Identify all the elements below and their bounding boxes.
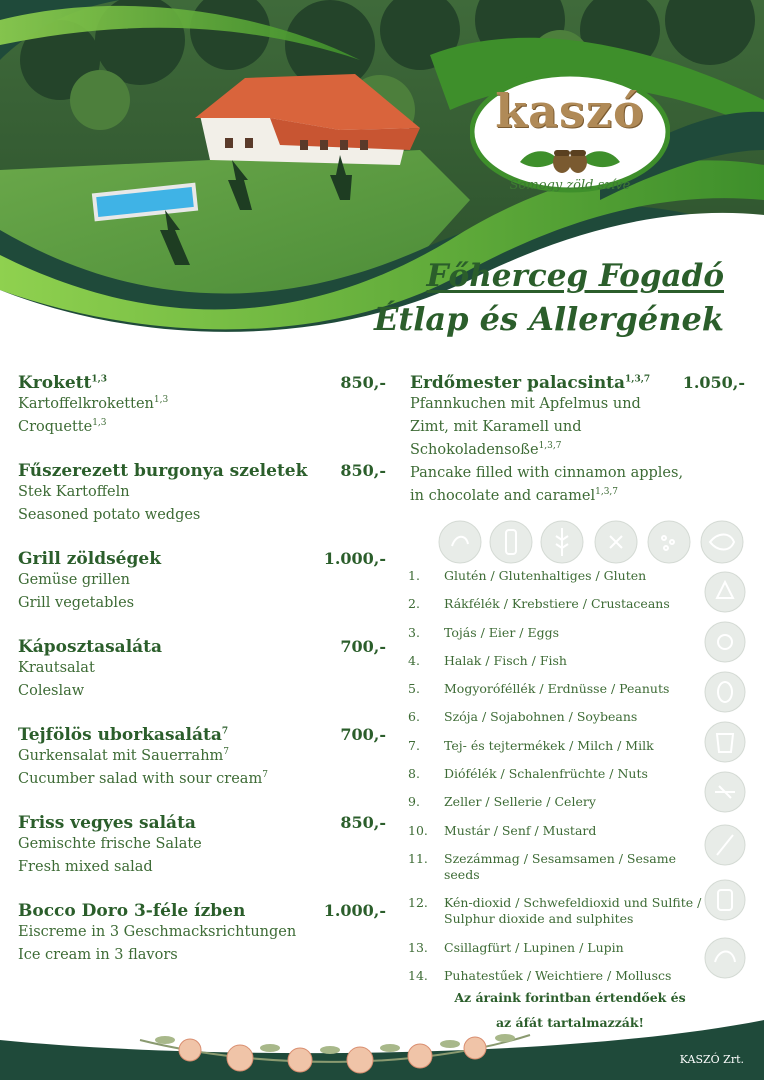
menu-item-price: 700,- [340, 725, 386, 744]
milk-bottle-icon [490, 521, 532, 563]
menu-item-price: 850,- [340, 373, 386, 392]
menu-item-name: Krokett$^{1,3}$ [18, 373, 108, 393]
allergen-icon-row [438, 518, 748, 566]
menu-item-english: Seasoned potato wedges [18, 507, 201, 523]
allergen-row: 8. Diófélék / Schalenfrüchte / Nuts [408, 766, 648, 782]
allergen-row: 3. Tojás / Eier / Eggs [408, 624, 559, 640]
allergen-row: 13. Csillagfürt / Lupinen / Lupin [408, 939, 624, 955]
menu-item-price: 1.000,- [323, 901, 386, 920]
price-note: Az áraink forintban értendőek és az áfát tartalmazzák! [454, 990, 686, 1030]
menu-item [18, 373, 386, 439]
menu-item-price: 700,- [340, 637, 386, 656]
footer-band [0, 1010, 764, 1080]
menu-item-german: Gurkensalat mit Sauerrahm$^7$ [18, 747, 230, 764]
allergen-icons-side [703, 570, 747, 990]
menu-item-english: Fresh mixed salad [18, 859, 153, 875]
allergen-row: 12. Kén-dioxid / Schwefeldioxid und Sulfite / Sulphur dioxide and sulphites [408, 895, 702, 927]
menu-item-english: Grill vegetables [18, 595, 135, 611]
menu-item-german: Gemüse grillen [18, 572, 130, 588]
crab-icon [705, 622, 745, 662]
mollusc-icon [705, 938, 745, 978]
menu-item [18, 637, 386, 703]
menu-item-english: Coleslaw [18, 683, 85, 699]
allergen-row: 1. Glutén / Glutenhaltiges / Gluten [408, 568, 647, 583]
menu-item-name: Káposztasaláta [18, 637, 163, 657]
menu-item-name: Erdőmester palacsinta$^{1,3,7}$ [410, 373, 651, 393]
brand-logo [470, 70, 670, 200]
allergen-row: 9. Zeller / Sellerie / Celery [408, 794, 596, 810]
menu-item-english: Croquette$^{1,3}$ [18, 418, 107, 435]
company-name: KASZÓ Zrt. [679, 1053, 744, 1066]
shell-icon [705, 572, 745, 612]
allergen-row: 10. Mustár / Senf / Mustard [408, 822, 597, 838]
menu-left-column [18, 373, 386, 989]
menu-item-english: in chocolate and caramel$^{1,3,7}$ [410, 487, 619, 504]
page-subtitle: Étlap és Allergének [374, 300, 724, 338]
fish-icon [701, 521, 743, 563]
menu-item-name: Fűszerezett burgonya szeletek [18, 461, 308, 481]
menu-item-price: 1.000,- [323, 549, 386, 568]
menu-item-price: 850,- [340, 813, 386, 832]
menu-item-name: Grill zöldségek [18, 549, 161, 569]
menu-item-german: Gemischte frische Salate [18, 836, 202, 852]
menu-item-english: Ice cream in 3 flavors [18, 947, 178, 963]
menu-item [18, 725, 386, 791]
menu-item [410, 373, 745, 508]
mustard-jar-icon [705, 880, 745, 920]
menu-item-german: Schokoladensoße$^{1,3,7}$ [410, 441, 562, 458]
allergen-row: 11. Szezámmag / Sesamsamen / Sesame seeds [408, 850, 676, 882]
allergen-row: 2. Rákfélék / Krebstiere / Crustaceans [408, 596, 670, 612]
menu-item-english: Pancake filled with cinnamon apples, [410, 465, 684, 481]
page-title: Főherceg Fogadó [426, 258, 724, 294]
menu-item-name: Tejfölös uborkasaláta$^7$ [18, 725, 229, 745]
menu-item-english: Cucumber salad with sour cream$^7$ [18, 770, 268, 787]
logo-tagline: Somogy zöld szíve [509, 178, 631, 193]
menu-item-name: Bocco Doro 3-féle ízben [18, 901, 246, 921]
milk-jug-icon [705, 722, 745, 762]
allergen-list [408, 568, 708, 996]
logo-wordmark: kaszó [495, 84, 645, 138]
menu-right-column [410, 373, 745, 530]
menu-item-german: Eiscreme in 3 Geschmacksrichtungen [18, 924, 297, 940]
footer-artwork [0, 1010, 764, 1080]
allergen-row: 6. Szója / Sojabohnen / Soybeans [408, 709, 638, 725]
menu-item [18, 549, 386, 615]
allergen-row: 14. Puhatestűek / Weichtiere / Molluscs [408, 967, 672, 983]
allergen-icon-column [703, 570, 747, 990]
egg-icon [705, 672, 745, 712]
menu-item-name: Friss vegyes saláta [18, 813, 196, 833]
menu-item-german: Pfannkuchen mit Apfelmus und [410, 396, 641, 412]
allergen-icons-top [438, 518, 748, 566]
gluten-icon [439, 521, 481, 563]
menu-item-german: Stek Kartoffeln [18, 484, 130, 500]
menu-item-price: 1.050,- [682, 373, 745, 392]
menu-item-german: Krautsalat [18, 660, 95, 676]
allergen-row: 7. Tej- és tejtermékek / Milch / Milk [408, 737, 654, 753]
menu-item [18, 901, 386, 967]
menu-item [18, 461, 386, 527]
menu-item-price: 850,- [340, 461, 386, 480]
menu-item-german: Kartoffelkroketten$^{1,3}$ [18, 395, 169, 412]
allergen-row: 5. Mogyoróféllék / Erdnüsse / Peanuts [408, 681, 670, 697]
allergen-row: 4. Halak / Fisch / Fish [408, 652, 567, 668]
menu-item-german: Zimt, mit Karamell und [410, 419, 582, 435]
menu-item [18, 813, 386, 879]
